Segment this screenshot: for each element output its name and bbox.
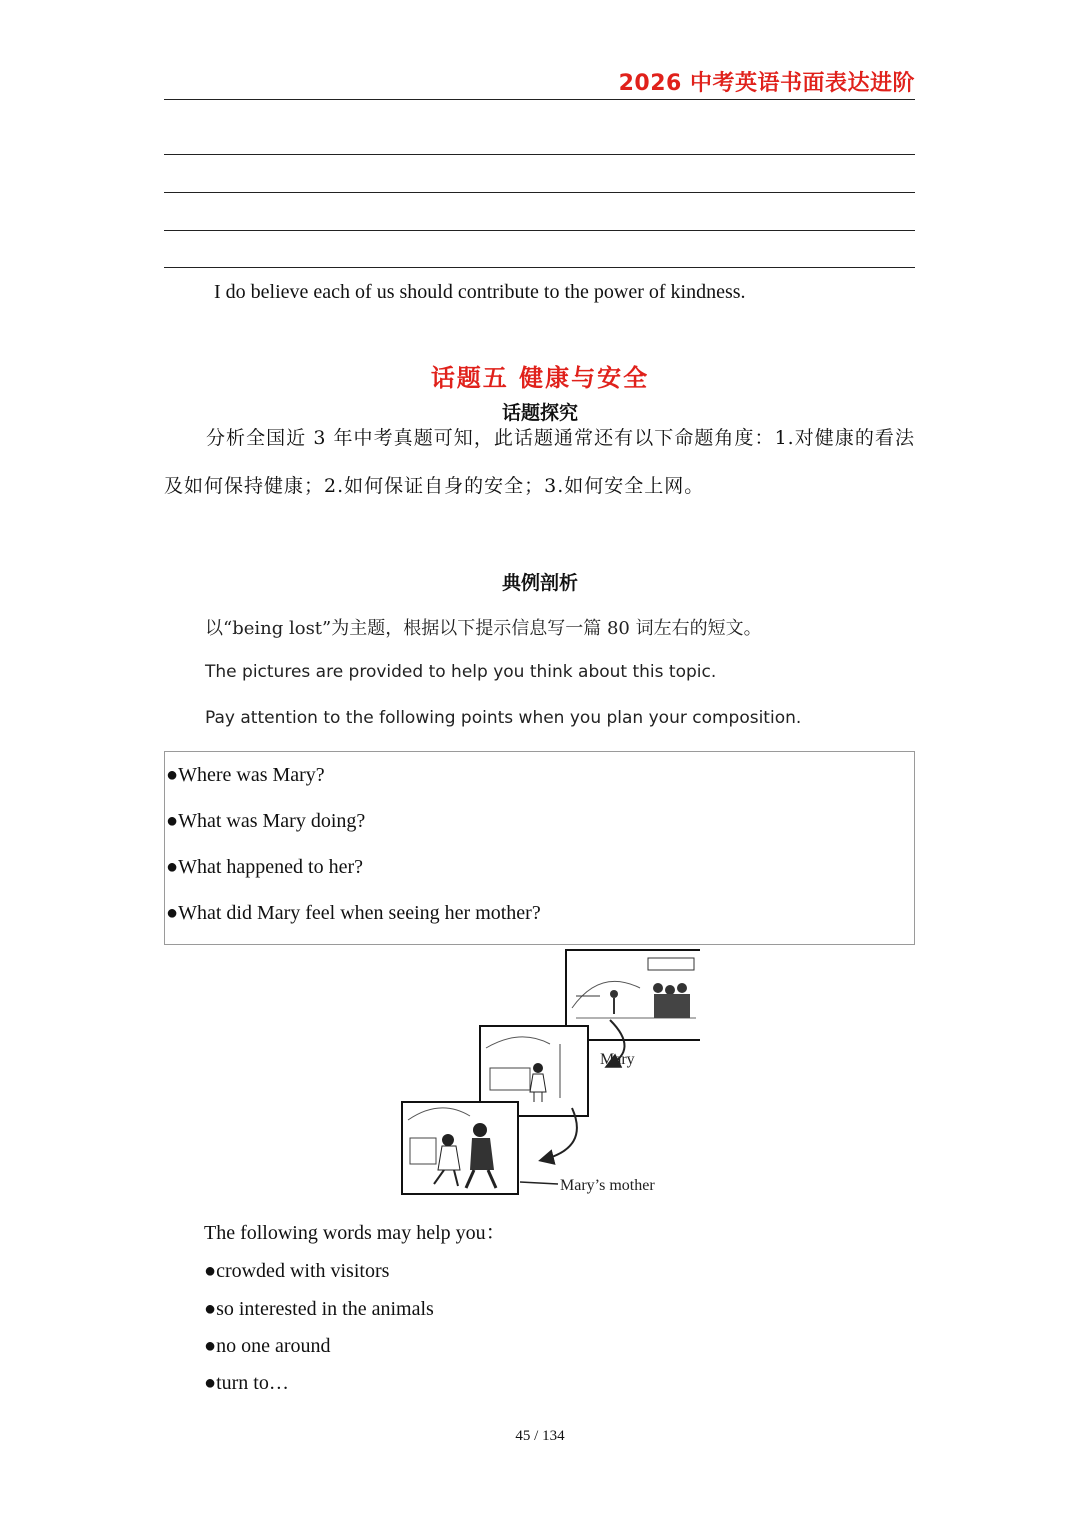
header-rule xyxy=(164,99,915,100)
point-item: ●What did Mary feel when seeing her mother? xyxy=(166,902,541,924)
pictures-line: The pictures are provided to help you think about this topic. xyxy=(205,662,717,682)
writing-line xyxy=(164,154,915,155)
attention-line: Pay attention to the following points when you plan your composition. xyxy=(205,708,802,728)
point-item: ●What happened to her? xyxy=(166,856,363,878)
label-marys-mother: Mary’s mother xyxy=(560,1177,655,1194)
writing-line xyxy=(164,267,915,268)
book-title: 2026 中考英语书面表达进阶 xyxy=(618,71,915,96)
label-pointer xyxy=(520,1182,558,1184)
help-intro: The following words may help you： xyxy=(204,1222,506,1244)
panel-mother-hug xyxy=(402,1102,518,1194)
page-number: 45 / 134 xyxy=(515,1428,565,1444)
writing-line xyxy=(164,192,915,193)
point-item: ●What was Mary doing? xyxy=(166,810,366,832)
topic-title: 话题五 健康与安全 xyxy=(430,364,650,392)
example-instruction: 以“being lost”为主题，根据以下提示信息写一篇 80 词左右的短文。 xyxy=(205,618,762,639)
label-mary: Mary xyxy=(600,1051,635,1068)
example-heading: 典例剖析 xyxy=(501,572,578,594)
help-word: ●turn to… xyxy=(204,1372,289,1394)
help-word: ●so interested in the animals xyxy=(204,1298,434,1320)
story-pictures xyxy=(400,948,700,1198)
writing-line xyxy=(164,230,915,231)
explore-heading: 话题探究 xyxy=(501,402,578,424)
help-word: ●no one around xyxy=(204,1335,331,1357)
point-item: ●Where was Mary? xyxy=(166,764,325,786)
explore-paragraph: 分析全国近 3 年中考真题可知，此话题通常还有以下命题角度：1.对健康的看法及如何保持健康；2.如何保证自身的安全；3.如何安全上网。 xyxy=(164,427,915,497)
closing-sentence: I do believe each of us should contribute to the power of kindness. xyxy=(214,281,746,303)
help-word: ●crowded with visitors xyxy=(204,1260,390,1282)
